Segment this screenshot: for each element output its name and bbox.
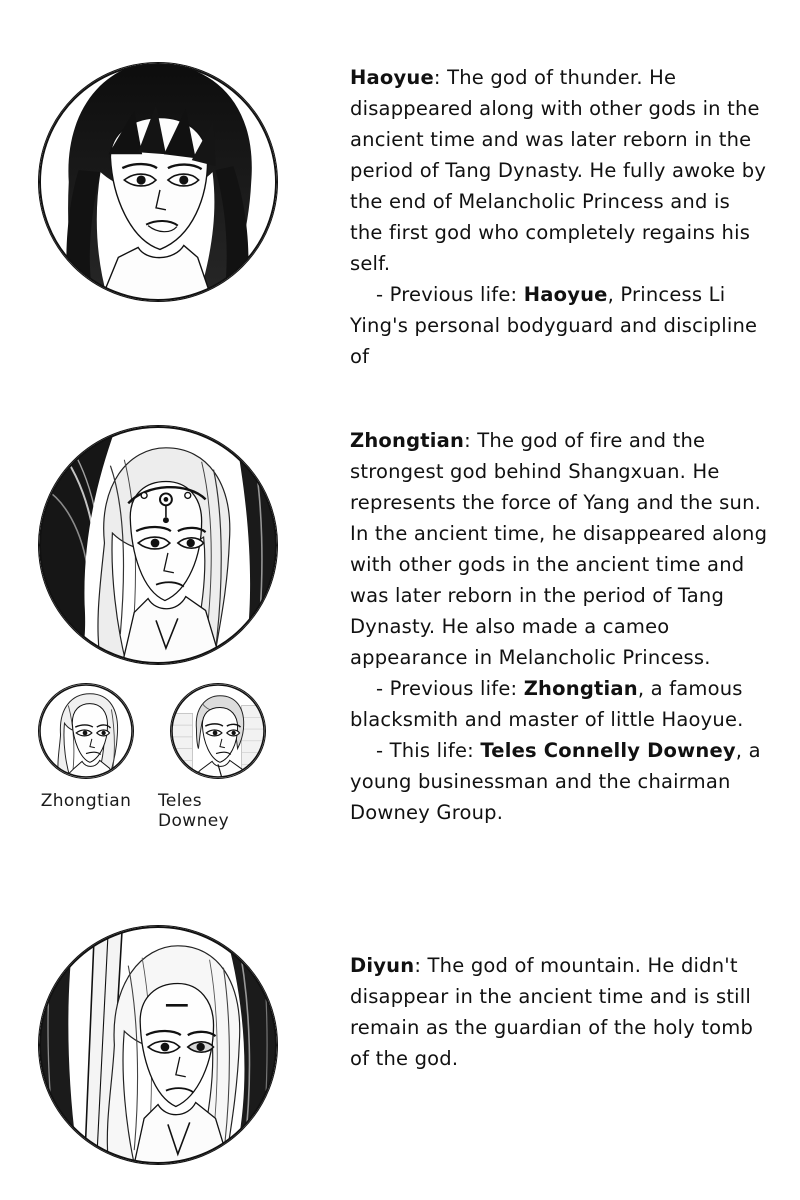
character-note-zhongtian-0 <box>350 673 768 735</box>
sub-portrait-caption-teles-downey: Teles Downey <box>158 791 230 831</box>
portrait-column-diyun <box>38 925 278 1165</box>
note-rest: , a young businessman and the chairman Downey Group. <box>350 739 761 824</box>
character-paragraph-diyun <box>350 950 768 1074</box>
character-name-zhongtian: Zhongtian <box>350 429 465 452</box>
note-highlight: Teles Connelly Downey <box>480 739 736 762</box>
portrait-zhongtian-small <box>38 683 134 779</box>
portrait-haoyue <box>38 62 278 302</box>
character-body-zhongtian: The god of fire and the strongest god behind Shangxuan. He represents the force of Yang and the sun. In the ancient time, he disappeared along with other gods in the ancient time and was later reborn in the period of Tang Dynasty. He also made a cameo appearance in Melancholic Princess. <box>350 429 768 669</box>
character-name-haoyue: Haoyue <box>350 66 434 89</box>
character-description-haoyue <box>350 62 768 372</box>
note-prefix: - This life: <box>376 739 481 762</box>
portrait-zhongtian <box>38 425 278 665</box>
character-note-haoyue-0 <box>350 279 768 372</box>
note-rest: , Princess Li Ying's personal bodyguard and discipline of <box>350 283 758 368</box>
sub-portrait-caption-zhongtian: Zhongtian <box>40 791 132 811</box>
character-paragraph-haoyue <box>350 62 768 279</box>
portrait-column-zhongtian <box>38 425 278 831</box>
note-prefix: - Previous life: <box>376 677 524 700</box>
name-separator-haoyue: : <box>433 66 441 89</box>
character-entry-zhongtian <box>38 425 768 831</box>
note-highlight: Haoyue <box>523 283 608 306</box>
note-prefix: - Previous life: <box>376 283 524 306</box>
character-paragraph-zhongtian <box>350 425 768 673</box>
character-description-zhongtian <box>350 425 768 828</box>
character-entry-diyun <box>38 925 768 1165</box>
name-separator-zhongtian: : <box>464 429 471 452</box>
name-separator-diyun: : <box>414 954 422 977</box>
portrait-teles-downey-small <box>170 683 266 779</box>
character-description-diyun <box>350 950 768 1074</box>
sub-portrait-item-teles-downey <box>158 683 278 831</box>
character-body-diyun: The god of mountain. He didn't disappear in the ancient time and is still remain as the guardian of the holy tomb of the god. <box>350 954 754 1070</box>
portrait-diyun <box>38 925 278 1165</box>
sub-portrait-item-zhongtian <box>38 683 134 831</box>
character-name-diyun: Diyun <box>350 954 415 977</box>
note-highlight: Zhongtian <box>523 677 638 700</box>
portrait-column-haoyue <box>38 62 278 302</box>
note-rest: , a famous blacksmith and master of little Haoyue. <box>350 677 744 731</box>
character-entry-haoyue <box>38 62 768 372</box>
character-body-haoyue: The god of thunder. He disappeared along with other gods in the ancient time and was later reborn in the period of Tang Dynasty. He fully awoke by the end of Melancholic Princess and is the first god who completely regains his self. <box>350 66 767 275</box>
character-note-zhongtian-1 <box>350 735 768 828</box>
sub-portrait-row-zhongtian <box>38 683 278 831</box>
